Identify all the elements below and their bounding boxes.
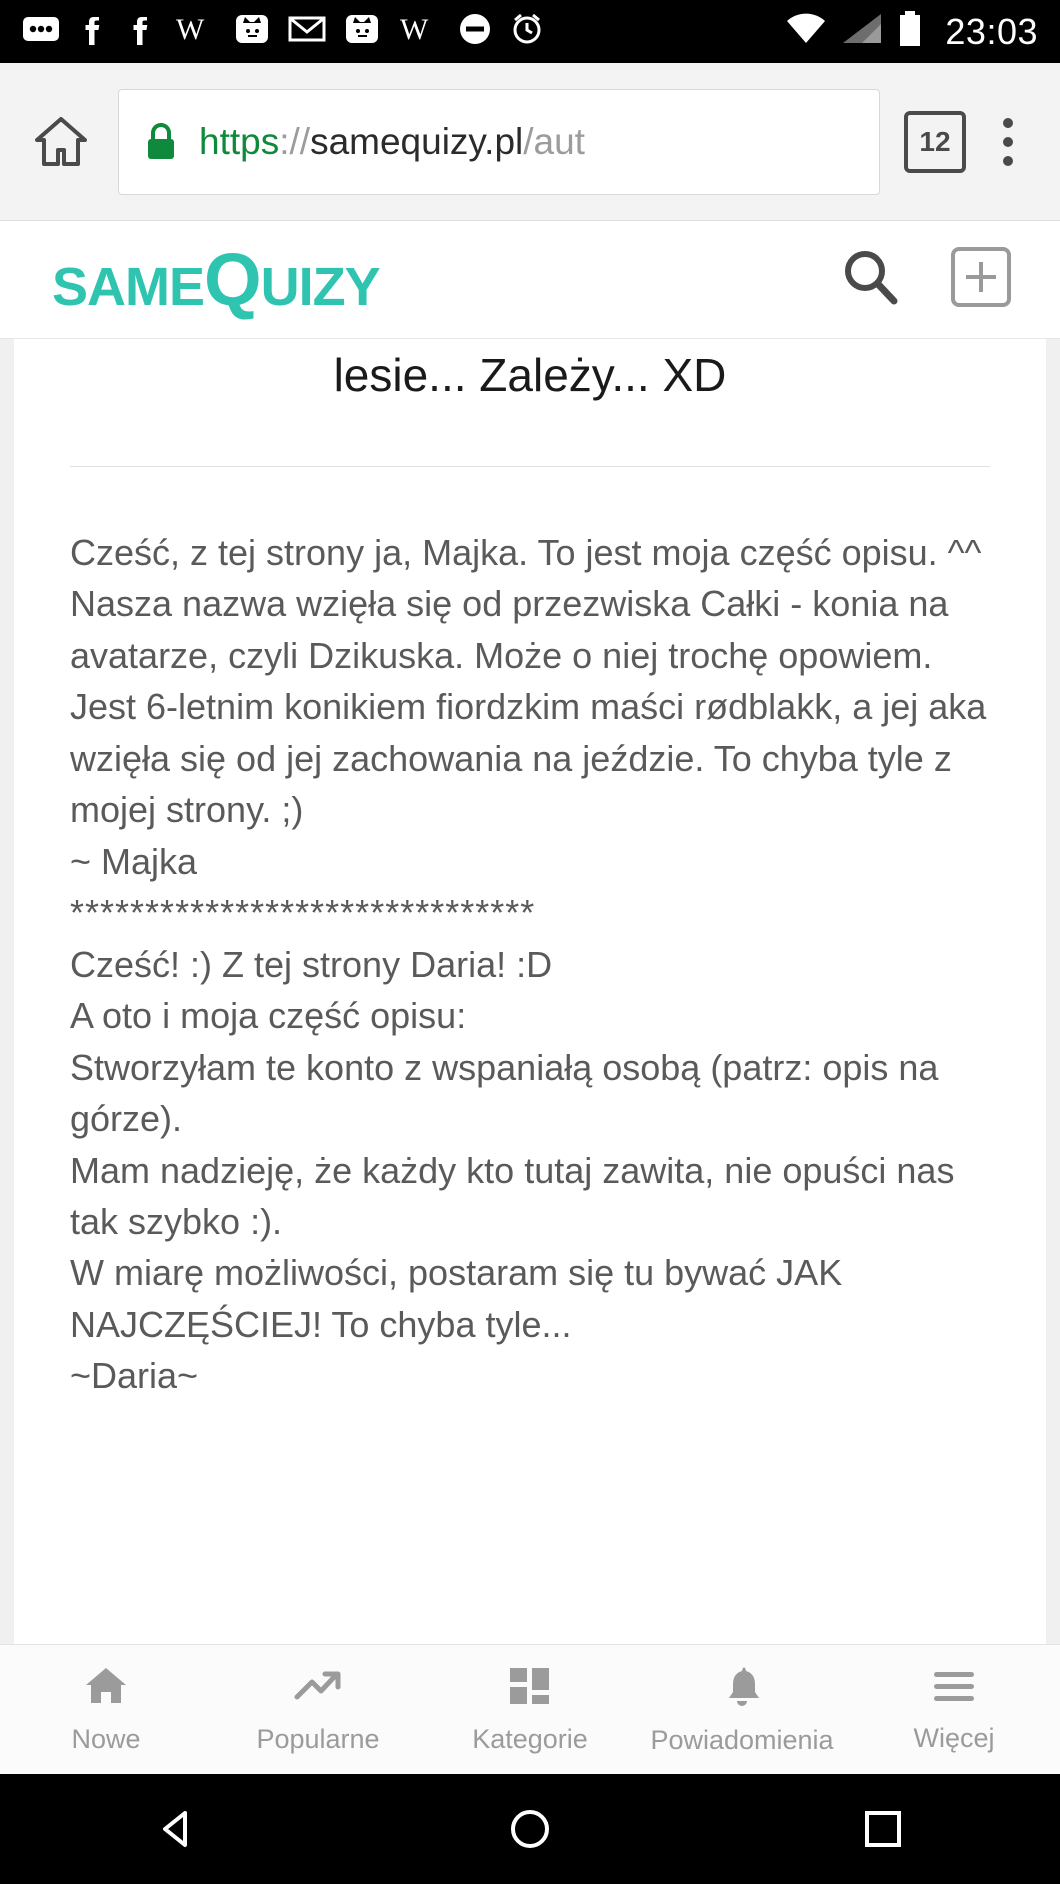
android-status-bar — [0, 0, 1060, 63]
home-icon[interactable] — [22, 103, 100, 181]
status-notification-icons — [22, 12, 785, 51]
description-paragraph: ~ Majka — [70, 840, 198, 882]
alarm-icon — [510, 12, 544, 51]
url-separator: :// — [279, 120, 311, 162]
trending-up-icon — [293, 1665, 343, 1712]
description-paragraph: Cześć! :) Z tej strony Daria! :D — [70, 943, 553, 985]
svg-text:W: W — [400, 13, 429, 45]
lock-icon — [143, 120, 179, 164]
description-paragraph: Nasza nazwa wzięła się od przezwiska Całki - konia na avatarze, czyli Dzikuska. Może o niej trochę opowiem. Jest 6-letnim konikiem fiordzkim maści rødblakk, a jej aka wzięła się od jej zachowania na jeździe. To chyba tyle z mojej strony. ;) — [70, 583, 987, 831]
page-title: lesie... Zależy... XD — [333, 349, 727, 401]
recents-button[interactable] — [828, 1774, 938, 1884]
url-path: /aut — [523, 120, 585, 162]
status-system-icons — [785, 10, 1038, 53]
facebook-icon — [126, 13, 156, 50]
quiz-card — [14, 339, 1046, 1644]
quiz-description — [70, 467, 990, 1402]
tab-kategorie[interactable] — [424, 1645, 636, 1774]
android-nav-bar — [0, 1774, 1060, 1884]
logo-uizy: UIZY — [260, 257, 380, 317]
tab-wiecej[interactable] — [848, 1645, 1060, 1774]
bell-icon — [721, 1664, 763, 1713]
cat-app-icon — [234, 13, 270, 50]
plus-square-icon[interactable] — [950, 246, 1012, 313]
tab-label: Nowe — [71, 1723, 141, 1754]
browser-toolbar — [0, 63, 1060, 221]
search-icon[interactable] — [838, 245, 902, 314]
battery-icon — [897, 10, 923, 53]
back-button[interactable] — [122, 1774, 232, 1884]
wattpad-icon — [174, 13, 216, 50]
signal-icon — [841, 12, 883, 51]
tab-label: Więcej — [913, 1722, 995, 1753]
status-clock: 23:03 — [945, 10, 1038, 52]
site-logo[interactable] — [52, 237, 838, 322]
tab-label: Powiadomienia — [650, 1724, 834, 1755]
home-icon — [83, 1665, 129, 1712]
tab-switcher-button[interactable]: 12 — [904, 111, 966, 173]
gmail-icon — [288, 14, 326, 49]
url-bar[interactable] — [118, 89, 880, 195]
site-header — [0, 221, 1060, 339]
header-actions — [838, 245, 1012, 314]
url-scheme: https — [199, 120, 280, 162]
description-paragraph: Stworzyłam te konto z wspaniałą osobą (patrz: opis na górze). — [70, 1046, 939, 1140]
more-messages-icon — [22, 14, 60, 49]
grid-icon — [507, 1665, 553, 1712]
description-paragraph: A oto i moja część opisu: — [70, 995, 467, 1037]
description-separator: ******************************* — [70, 892, 536, 934]
description-paragraph: Mam nadzieję, że każdy kto tutaj zawita, nie opuści nas tak szybko :). — [70, 1149, 955, 1242]
tab-popularne[interactable] — [212, 1645, 424, 1774]
do-not-disturb-icon — [458, 12, 492, 51]
logo-q: Q — [204, 238, 261, 321]
tab-label: Kategorie — [472, 1723, 588, 1754]
cat-app-icon — [344, 13, 380, 50]
tab-label: Popularne — [256, 1723, 380, 1754]
tab-powiadomienia[interactable] — [636, 1645, 848, 1774]
description-paragraph: Cześć, z tej strony ja, Majka. To jest moja część opisu. ^^ — [70, 531, 982, 573]
description-paragraph: ~Daria~ — [70, 1355, 199, 1397]
svg-text:W: W — [176, 13, 205, 45]
url-text — [199, 121, 585, 163]
hamburger-menu-icon — [931, 1666, 977, 1711]
logo-same: SAME — [52, 257, 205, 317]
tab-nowe[interactable] — [0, 1645, 212, 1774]
wifi-icon — [785, 12, 827, 51]
page-content[interactable] — [0, 339, 1060, 1644]
bottom-tab-bar — [0, 1644, 1060, 1774]
facebook-icon — [78, 13, 108, 50]
overflow-menu-icon[interactable] — [978, 103, 1038, 181]
wattpad-icon — [398, 13, 440, 50]
home-button[interactable] — [475, 1774, 585, 1884]
url-host: samequizy.pl — [310, 120, 524, 162]
description-paragraph: W miarę możliwości, postaram się tu bywać JAK NAJCZĘŚCIEJ! To chyba tyle... — [70, 1252, 843, 1345]
